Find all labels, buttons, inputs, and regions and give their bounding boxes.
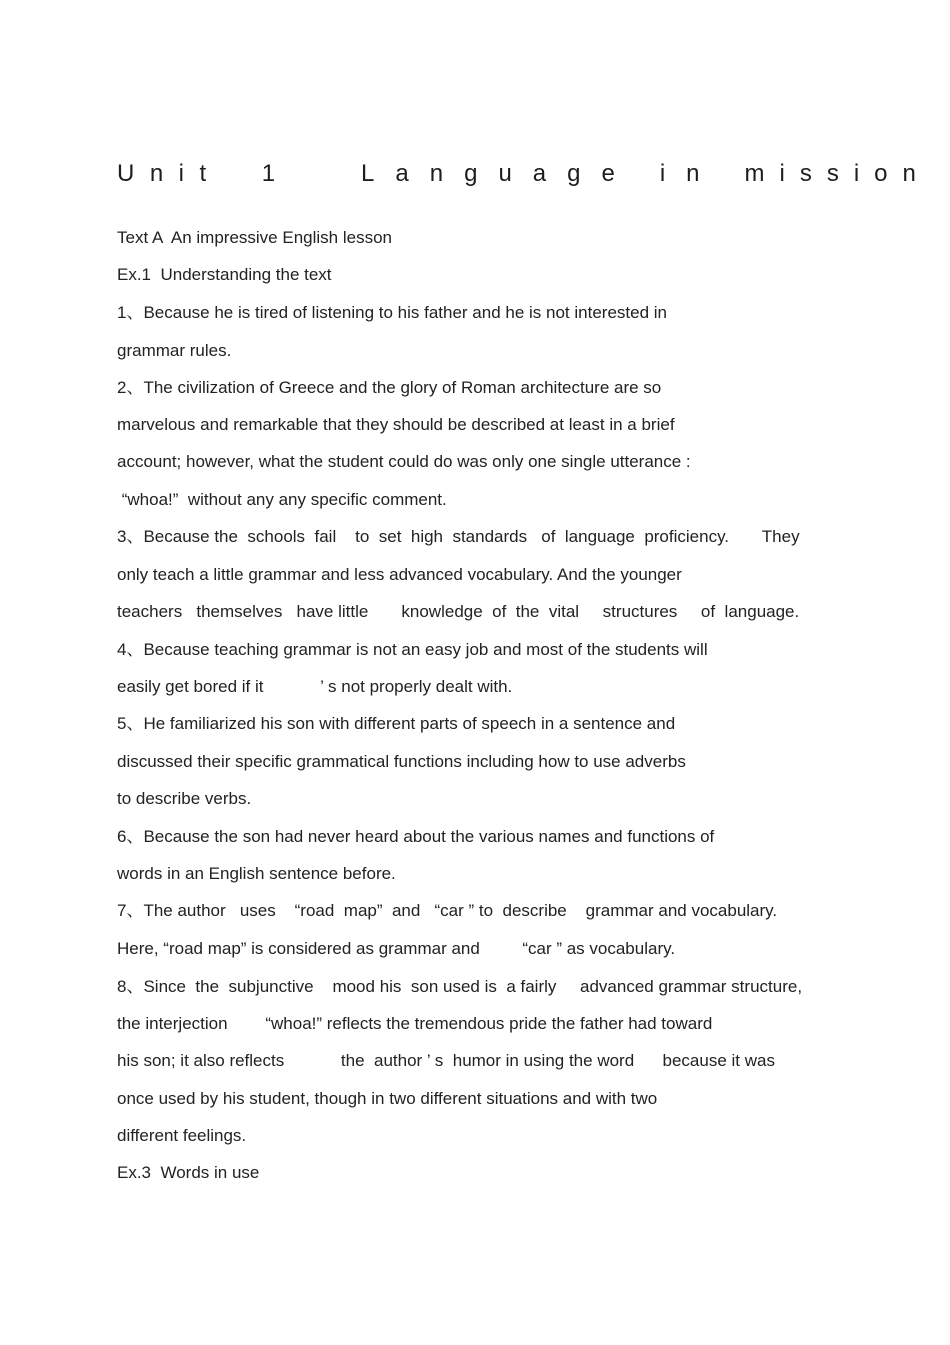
answer-line: 5、He familiarized his son with different parts of speech in a sentence and <box>117 714 676 733</box>
answer-line: 1、Because he is tired of listening to his father and he is not interested in <box>117 303 667 322</box>
answer-line: 3、Because the schools fail to set high standards of language proficiency. They <box>117 527 800 546</box>
title-word-number: 1 <box>261 160 276 187</box>
answer-line: the interjection “whoa!” reflects the tremendous pride the father had toward <box>117 1014 713 1033</box>
answer-line: “whoa!” without any any specific comment. <box>117 490 447 509</box>
answer-line: to describe verbs. <box>117 789 252 808</box>
section-heading-ex1: Ex.1 Understanding the text <box>117 265 332 284</box>
answer-line: easily get bored if it ’ s not properly dealt with. <box>117 677 513 696</box>
answer-line: 8、Since the subjunctive mood his son used is a fairly advanced grammar structure, <box>117 977 803 996</box>
answer-line: his son; it also reflects the author ’ s humor in using the word because it was <box>117 1051 775 1070</box>
answer-line: account; however, what the student could do was only one single utterance : <box>117 452 691 471</box>
answer-line: discussed their specific grammatical functions including how to use adverbs <box>117 752 686 771</box>
answer-line: marvelous and remarkable that they should be described at least in a brief <box>117 415 675 434</box>
answer-line: 6、Because the son had never heard about the various names and functions of <box>117 827 715 846</box>
section-heading-text-a: Text A An impressive English lesson <box>117 228 392 247</box>
answer-line: 7、The author uses “road map” and “car ” to describe grammar and vocabulary. <box>117 901 778 920</box>
answer-line: different feelings. <box>117 1126 247 1145</box>
answer-line: words in an English sentence before. <box>117 864 396 883</box>
title-word-language: Language <box>361 160 636 187</box>
title-word-in: in <box>659 160 721 187</box>
unit-title <box>117 160 931 188</box>
answer-line: Here, “road map” is considered as grammar and “car ” as vocabulary. <box>117 939 676 958</box>
answer-line: 2、The civilization of Greece and the glory of Roman architecture are so <box>117 378 662 397</box>
section-heading-ex3: Ex.3 Words in use <box>117 1163 260 1182</box>
title-word-mission: mission <box>744 160 931 187</box>
answer-line: only teach a little grammar and less advanced vocabulary. And the younger <box>117 565 682 584</box>
answer-line: once used by his student, though in two different situations and with two <box>117 1089 658 1108</box>
answer-line: 4、Because teaching grammar is not an easy job and most of the students will <box>117 640 708 659</box>
answer-line: grammar rules. <box>117 341 232 360</box>
answer-line: teachers themselves have little knowledge of the vital structures of language. <box>117 602 800 621</box>
title-word-unit: Unit <box>117 160 222 187</box>
